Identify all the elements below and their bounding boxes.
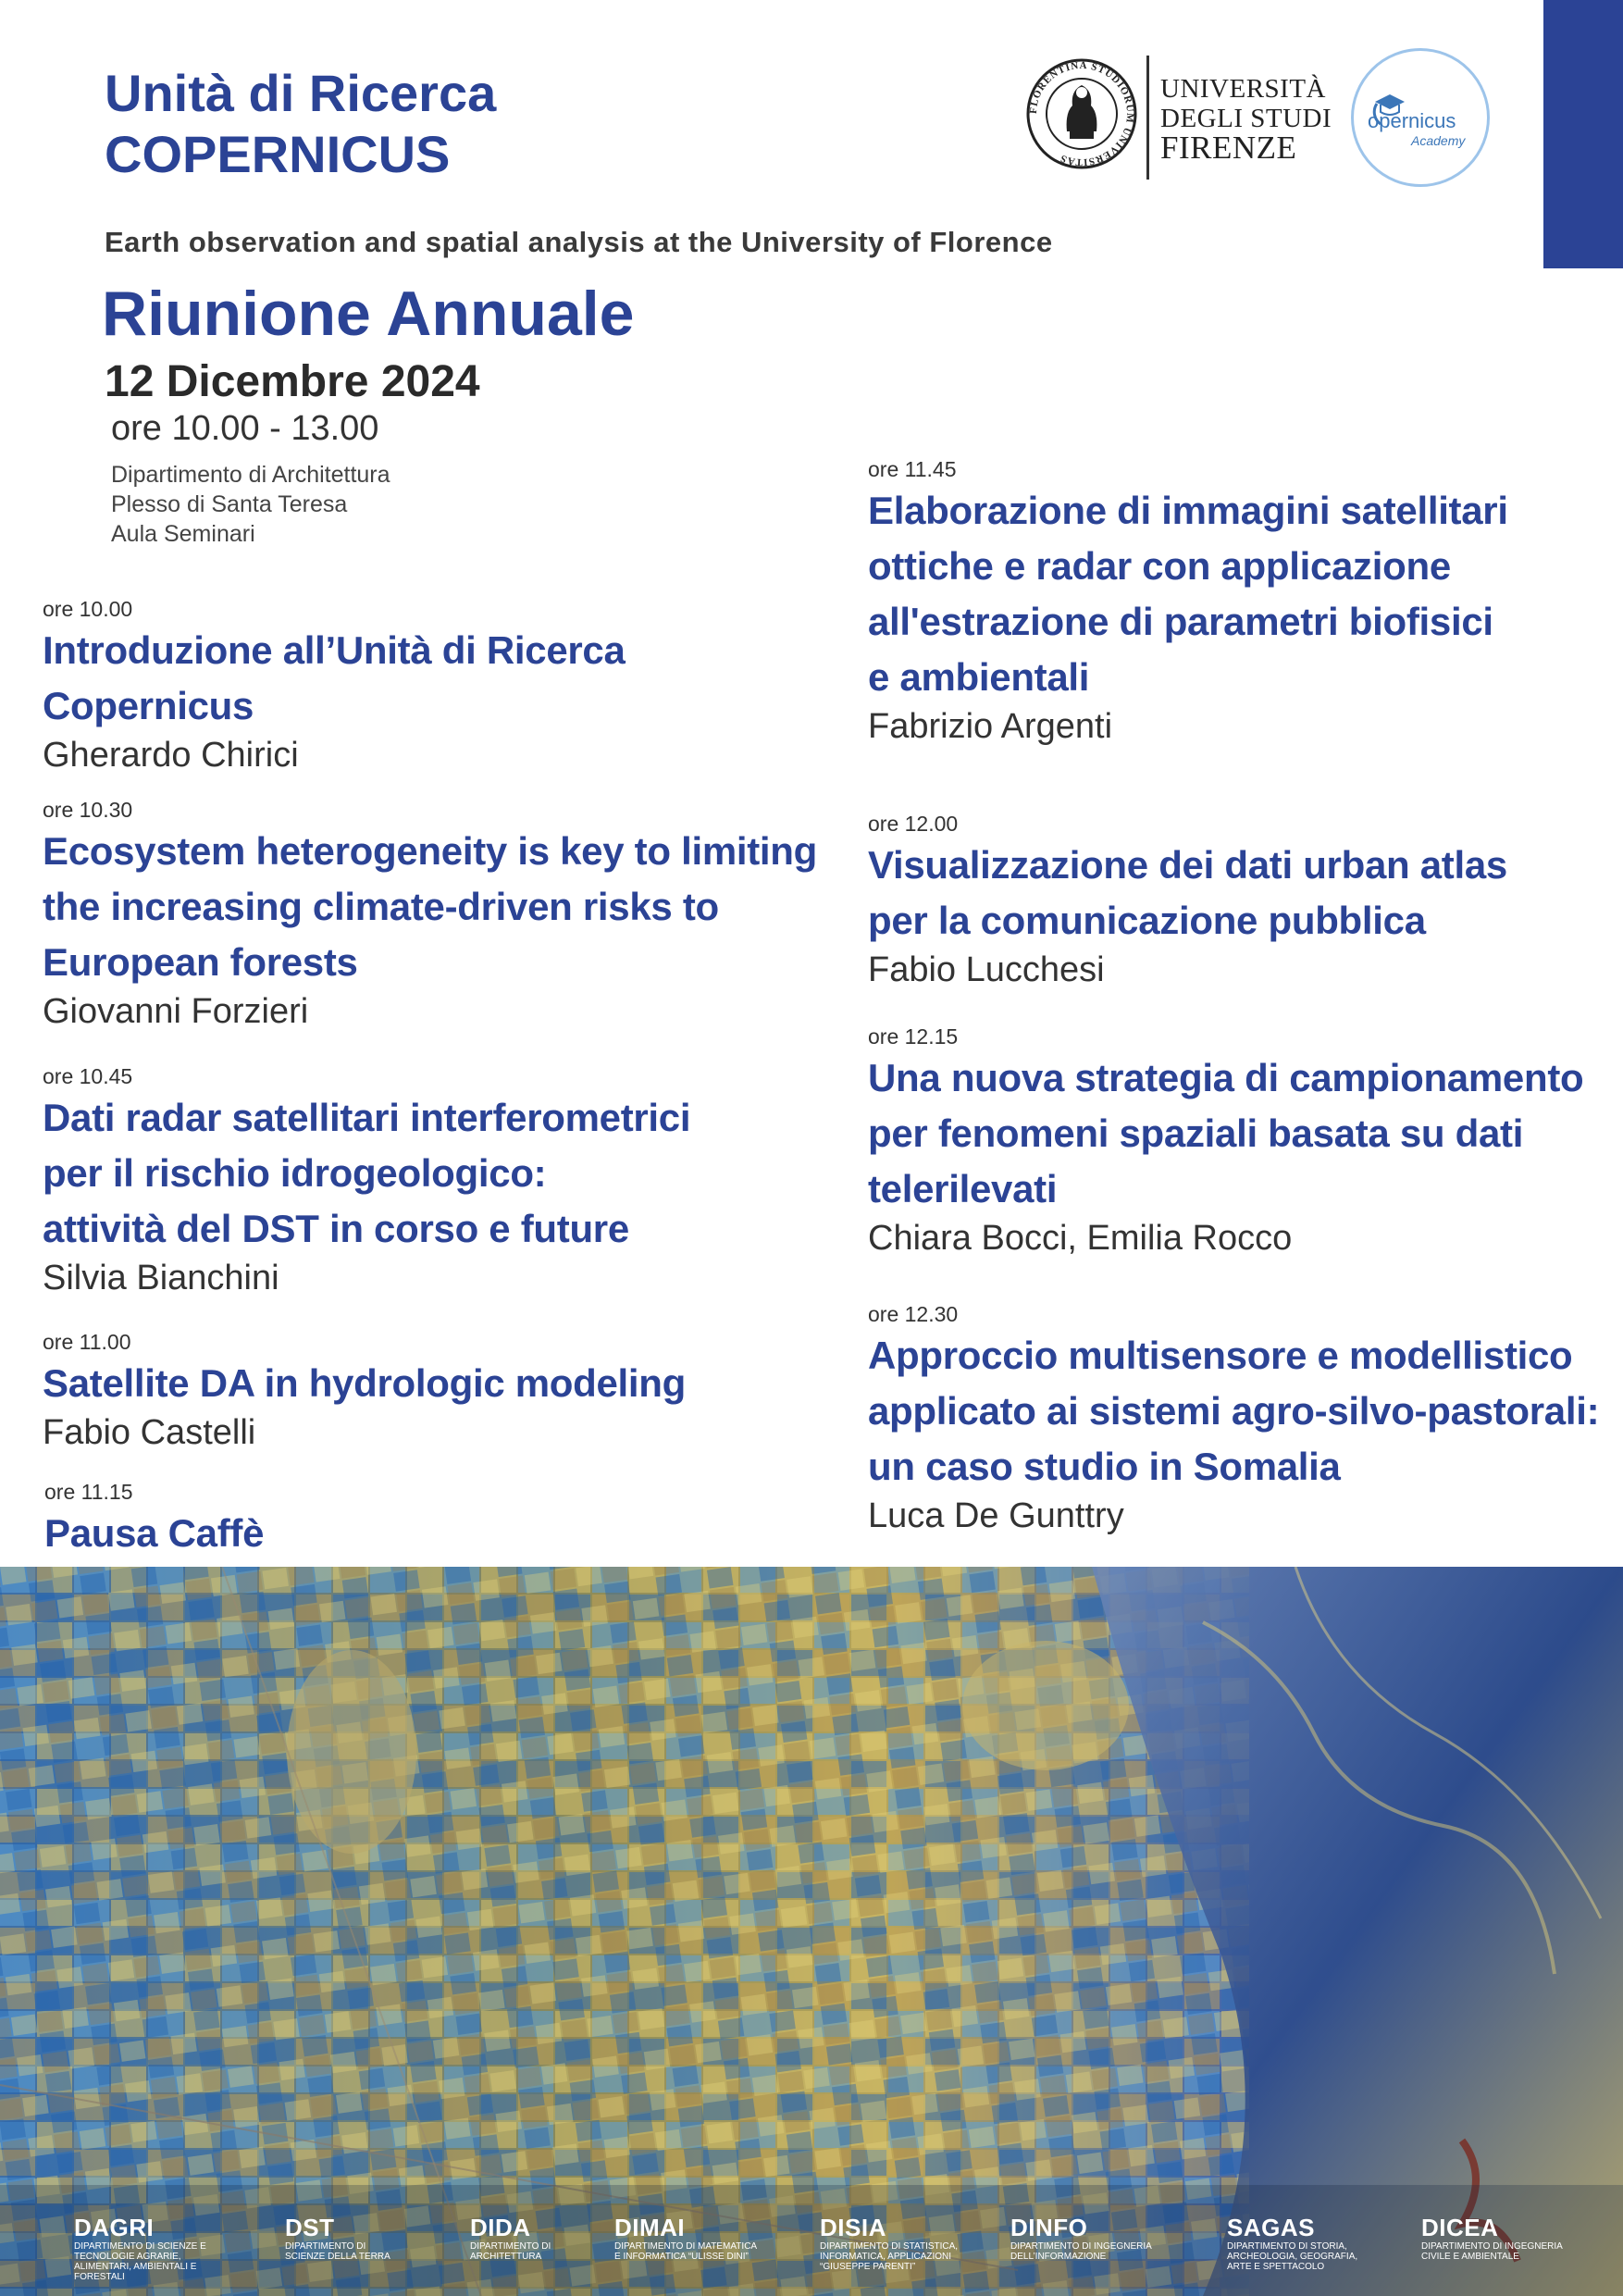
subtitle: Earth observation and spatial analysis at the University of Florence <box>105 226 1053 258</box>
unit-title-line2: COPERNICUS <box>105 125 451 183</box>
agenda-item <box>44 1478 849 1561</box>
department-code: DIMAI <box>614 2214 686 2241</box>
agenda-speaker: Luca De Gunttry <box>868 1496 1124 1535</box>
agenda-title-line: telerilevati <box>868 1167 1058 1210</box>
venue-line: Aula Seminari <box>111 521 255 547</box>
agenda-item <box>43 595 848 776</box>
agenda-time: ore 10.00 <box>43 597 133 621</box>
agenda-title-line: Copernicus <box>43 684 254 727</box>
agenda-item <box>868 455 1623 748</box>
agenda-title-line: Visualizzazione dei dati urban atlas <box>868 843 1507 887</box>
unit-title-line1: Unità di Ricerca <box>105 64 497 122</box>
department-name: DIPARTIMENTO DI STATISTICA, INFORMATICA, APPLICAZIONI “GIUSEPPE PARENTI” <box>820 2241 959 2272</box>
agenda-speaker: Fabio Lucchesi <box>868 950 1105 989</box>
agenda-title-line: applicato ai sistemi agro-silvo-pastorali: <box>868 1389 1600 1433</box>
department-name: DIPARTIMENTO DI ARCHITETTURA <box>470 2241 551 2262</box>
copernicus-logo-name: opernicus <box>1368 109 1456 132</box>
agenda-time: ore 11.15 <box>44 1480 133 1504</box>
agenda-item <box>868 1023 1623 1260</box>
agenda-title <box>44 1506 849 1561</box>
department-code: DISIA <box>820 2214 886 2241</box>
agenda-time: ore 11.00 <box>43 1330 131 1354</box>
agenda-title-line: attività del DST in corso e future <box>43 1207 629 1250</box>
department-name: DIPARTIMENTO DI SCIENZE E TECNOLOGIE AGRARIE, ALIMENTARI, AMBIENTALI E FORESTALI <box>74 2241 206 2282</box>
agenda-title-line: e ambientali <box>868 655 1090 699</box>
department-logo-dimai <box>614 2215 762 2262</box>
agenda-title <box>868 483 1623 705</box>
agenda-title-line: Approccio multisensore e modellistico <box>868 1334 1573 1377</box>
agenda-title-line: per la comunicazione pubblica <box>868 899 1426 942</box>
agenda-title <box>868 838 1623 949</box>
copernicus-logo-sub: Academy <box>1411 133 1466 148</box>
agenda-title-line: Ecosystem heterogeneity is key to limiting <box>43 829 817 873</box>
agenda-time: ore 11.45 <box>868 457 957 481</box>
agenda-title <box>868 1328 1623 1495</box>
department-logo-dicea <box>1421 2215 1574 2262</box>
department-code: SAGAS <box>1227 2214 1315 2241</box>
agenda-item <box>868 1300 1623 1537</box>
agenda-title <box>43 623 848 734</box>
department-logo-disia <box>820 2215 959 2272</box>
department-code: DST <box>285 2214 335 2241</box>
agenda-title-line: per fenomeni spaziali basata su dati <box>868 1111 1524 1155</box>
agenda-speaker: Silvia Bianchini <box>43 1259 279 1297</box>
agenda-title <box>43 1090 848 1257</box>
meeting-date: 12 Dicembre 2024 <box>105 357 480 406</box>
unifi-seal-logo <box>1025 57 1138 170</box>
meeting-time: ore 10.00 - 13.00 <box>111 409 379 448</box>
agenda-title-line: Elaborazione di immagini satellitari <box>868 489 1508 532</box>
agenda-time: ore 12.30 <box>868 1302 959 1326</box>
research-unit-title <box>105 63 496 185</box>
agenda-title-line: Satellite DA in hydrologic modeling <box>43 1361 687 1405</box>
venue-line: Dipartimento di Architettura <box>111 462 390 488</box>
agenda-item <box>868 810 1623 991</box>
agenda-title <box>43 824 848 990</box>
agenda-title-line: Introduzione all’Unità di Ricerca <box>43 628 626 672</box>
department-name: DIPARTIMENTO DI INGEGNERIA CIVILE E AMBIENTALE <box>1421 2241 1563 2262</box>
meeting-title: Riunione Annuale <box>102 279 635 349</box>
department-logo-sagas <box>1227 2215 1366 2272</box>
department-name: DIPARTIMENTO DI STORIA, ARCHEOLOGIA, GEOGRAFIA, ARTE E SPETTACOLO <box>1227 2241 1358 2272</box>
agenda-speaker: Gherardo Chirici <box>43 736 299 775</box>
department-code: DAGRI <box>74 2214 155 2241</box>
svg-text:FLORENTINA STUDIORUM UNIVERSIT: FLORENTINA STUDIORUM UNIVERSITAS <box>1027 59 1136 168</box>
agenda-time: ore 12.00 <box>868 812 959 836</box>
department-logo-dinfo <box>1010 2215 1158 2262</box>
department-code: DINFO <box>1010 2214 1088 2241</box>
unifi-wordmark <box>1160 74 1332 166</box>
agenda-title <box>868 1050 1623 1217</box>
department-name: DIPARTIMENTO DI SCIENZE DELLA TERRA <box>285 2241 390 2262</box>
department-name: DIPARTIMENTO DI INGEGNERIA DELL’INFORMAZIONE <box>1010 2241 1152 2262</box>
agenda-title-line: European forests <box>43 940 358 984</box>
satellite-image <box>0 1567 1623 2296</box>
agenda-title-line: un caso studio in Somalia <box>868 1445 1341 1488</box>
unifi-logo-divider <box>1146 56 1149 180</box>
agenda-title-line: all'estrazione di parametri biofisici <box>868 600 1493 643</box>
agenda-title-line: the increasing climate-driven risks to <box>43 885 719 928</box>
agenda-item <box>43 1062 848 1299</box>
agenda-title-line: Pausa Caffè <box>44 1511 265 1555</box>
agenda-time: ore 10.30 <box>43 798 133 822</box>
agenda-speaker: Fabrizio Argenti <box>868 707 1113 746</box>
unifi-wordmark-line: FIRENZE <box>1160 130 1297 166</box>
agenda-title-line: per il rischio idrogeologico: <box>43 1151 547 1195</box>
unifi-wordmark-line: DEGLI STUDI <box>1160 104 1332 133</box>
department-name: DIPARTIMENTO DI MATEMATICA E INFORMATICA “ULISSE DINI” <box>614 2241 757 2262</box>
agenda-speaker: Chiara Bocci, Emilia Rocco <box>868 1219 1293 1258</box>
department-code: DIDA <box>470 2214 531 2241</box>
venue <box>111 460 390 549</box>
venue-line: Plesso di Santa Teresa <box>111 491 348 517</box>
agenda-title-line: Dati radar satellitari interferometrici <box>43 1096 691 1139</box>
agenda-speaker: Giovanni Forzieri <box>43 992 309 1031</box>
agenda-time: ore 10.45 <box>43 1064 133 1088</box>
agenda-title-line: Una nuova strategia di campionamento <box>868 1056 1584 1099</box>
agenda-time: ore 12.15 <box>868 1024 959 1049</box>
agenda-item <box>43 796 848 1033</box>
agenda-item <box>43 1328 848 1454</box>
department-code: DICEA <box>1421 2214 1499 2241</box>
agenda-speaker: Fabio Castelli <box>43 1413 256 1452</box>
unifi-wordmark-line: UNIVERSITÀ <box>1160 74 1326 104</box>
agenda-title-line: ottiche e radar con applicazione <box>868 544 1451 588</box>
department-logo-dagri <box>74 2215 213 2282</box>
department-logo-dst <box>285 2215 401 2262</box>
agenda-title <box>43 1356 848 1411</box>
corner-accent-bar <box>1543 0 1623 268</box>
department-logo-dida <box>470 2215 567 2262</box>
